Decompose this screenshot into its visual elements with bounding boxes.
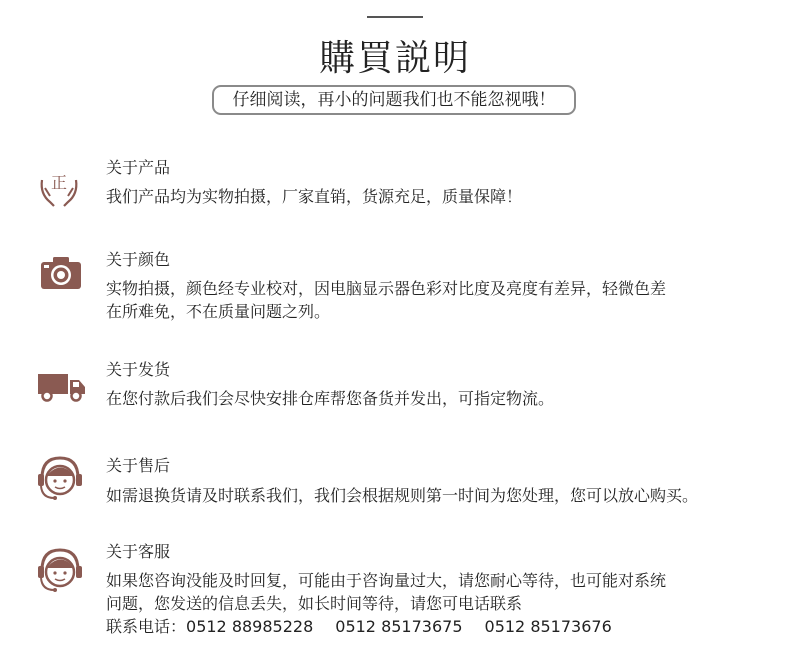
genuine-char: 正 <box>50 173 68 192</box>
body-after-sales <box>106 484 776 507</box>
body-line: 在您付款后我们会尽快安排仓库帮您备货并发出，可指定物流。 <box>106 389 555 408</box>
phone-line <box>106 615 776 638</box>
camera-icon <box>40 256 82 294</box>
heading-shipping: 关于发货 <box>106 360 171 379</box>
phone-number-1: 0512 88985228 <box>186 617 314 636</box>
page-title: 購買説明 <box>318 38 471 79</box>
phone-number-3: 0512 85173676 <box>484 617 612 636</box>
heading-customer-service: 关于客服 <box>106 542 171 561</box>
body-customer-service <box>106 569 776 638</box>
subtitle-banner: 仔细阅读，再小的问题我们也不能忽视哦！ <box>212 85 576 115</box>
body-shipping <box>106 387 776 410</box>
headset-agent-icon <box>34 452 86 510</box>
body-color <box>106 277 776 323</box>
body-product <box>106 185 776 208</box>
headset-agent-icon <box>34 544 86 602</box>
title-divider <box>367 16 423 18</box>
body-line: 如果您咨询没能及时回复，可能由于咨询量过大，请您耐心等待，也可能对系统 <box>106 571 667 590</box>
body-line: 实物拍摄，颜色经专业校对，因电脑显示器色彩对比度及亮度有差异，轻微色差 <box>106 279 667 298</box>
hands-genuine-icon <box>36 166 82 214</box>
phone-number-2: 0512 85173675 <box>335 617 463 636</box>
phone-label: 联系电话： <box>106 617 187 636</box>
body-line: 在所难免，不在质量问题之列。 <box>106 302 331 321</box>
body-line: 问题，您发送的信息丢失，如长时间等待，请您可电话联系 <box>106 594 523 613</box>
heading-color: 关于颜色 <box>106 250 171 269</box>
heading-product: 关于产品 <box>106 158 171 177</box>
heading-after-sales: 关于售后 <box>106 456 171 475</box>
body-line: 我们产品均为实物拍摄，厂家直销，货源充足，质量保障！ <box>106 187 523 206</box>
truck-icon <box>38 372 86 406</box>
body-line: 如需退换货请及时联系我们，我们会根据规则第一时间为您处理，您可以放心购买。 <box>106 486 699 505</box>
